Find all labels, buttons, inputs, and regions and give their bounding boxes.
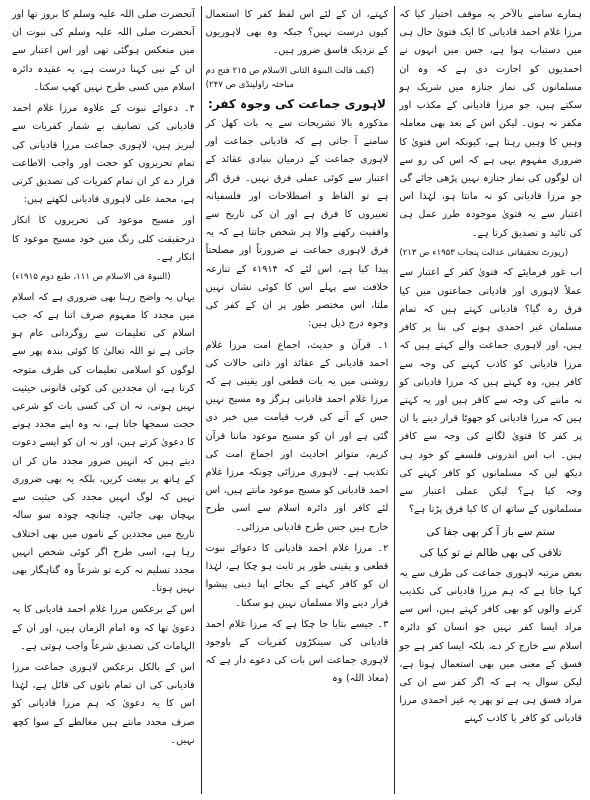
paragraph: کہتے، ان کے لئے اس لفظ کفر کا استعمال کیوں درست نہیں؟ جبکہ وہ بھی لاہوریوں کے نزدیک فاسق ضرور ہیں۔ [205, 9, 389, 57]
paragraph: اب غور فرمایئے کہ فتویٰ کفر کے اعتبار سے عملاً لاہوری اور قادیانی جماعتوں میں کیا فرق رہ گیا؟ قادیانی کہتے ہیں کہ تمام مسلمان غیر احمدی ہونے کی بنا پر کافر ہیں، اور لاہوری جماعت والے کہتے ہیں کہ مرزا قادیانی کو کاذب کہنے کی وجہ سے کافر ہیں، وہ کہتے ہیں کہ مرزا قادیانی کو نہ ماننے کی وجہ سے کافر ہیں اور یہ کہتے ہیں کہ مرزا قادیانی کو جھوٹا قرار دینے یا ان پر کفر کا فتویٰ لگانے کی وجہ سے کافر ہیں۔ اب اس اندرونی فلسفے کو خود ہی دیکھ لیں کہ مسلمانوں کو کافر کہنے کی وجہ کیا ہے؟ لیکن عملی اعتبار سے مسلمانوں کے ساتھ ان کا کیا فرق پڑتا ہے؟ [399, 267, 582, 516]
poetry-line: ستم سے باز آ کر بھی جفا کی [426, 525, 555, 538]
paragraph: ۳۔ جیسے بتایا جا چکا ہے کہ مرزا غلام احمد قادیانی کی سینکڑوں کفریات کے باوجود لاہوری جماعت اس بات کی دعوے دار ہے کہ (معاذ اللہ) وہ [205, 618, 389, 685]
section-heading: لاہوری جماعت کی وجوہ کفر: [208, 96, 386, 111]
citation: (النبوۃ فی الاسلام ص ۱۱۱، طبع دوم ۱۹۱۵ء) [11, 272, 171, 283]
paragraph: بعض مرتبہ لاہوری جماعت کی طرف سے یہ کہا جاتا ہے کہ ہم مرزا قادیانی کی تکذیب کرنے والوں کو بھی کافر کہتے ہیں، اس سے مراد ایسا کفر نہیں جو انسان کو دائرہ اسلام سے خارج کر دے، بلکہ ایسا کفر ہے جو فسق کے معنی میں بھی استعمال ہوتا ہے، لیکن سوال یہ ہے کہ اگر کفر سے ان کی مراد فسق ہی ہے تو پھر یہ غیر احمدی مرزا قادیانی کو کافر یا کاذب کہنے [399, 567, 582, 725]
paragraph: ۱۔ قرآن و حدیث، اجماع امت مرزا غلام احمد قادیانی کے عقائد اور ذاتی حالات کی روشنی میں یہ بات قطعی اور یقینی ہے کہ مرزا غلام احمد قادیانی ہرگز وہ مسیح نہیں جس کے آنے کی قرب قیامت میں خبر دی گئی ہے اور ان کو مسیح موعود ماننا قرآن کریم، متواتر احادیث اور اجماع امت کی تکذیب ہے۔ لاہوری مرزائی چونکہ مرزا غلام احمد قادیانی کو مسیح موعود مانتے ہیں، اس لئے کافر اور دائرہ اسلام سے اسی طرح خارج ہیں جس طرح قادیانی مرزائی۔ [205, 339, 389, 533]
column-left [8, 6, 195, 794]
paragraph: اور مسیح موعود کی تحریروں کا انکار درحقیقت کلی رنگ میں خود مسیح موعود کا انکار ہے۔ [11, 215, 195, 263]
column-middle [201, 6, 389, 794]
paragraph: اس کے بالکل برعکس لاہوری جماعت مرزا قادیانی کی ان تمام باتوں کی قائل ہے، لہٰذا اس کا یہ دعویٰ کہ ہم مرزا قادیانی کو صرف مجدد مانتے ہیں مغالطے کے سوا کچھ نہیں۔ [11, 662, 195, 746]
paragraph: آنحضرت صلی اللہ علیہ وسلم کا بروز تھا اور آنحضرت صلی اللہ علیہ وسلم کی نبوت ان میں منعکس ہوگئی تھی اور اس اعتبار سے ان کے نبی کہنا درست ہے، یہ عقیدہ دائرہ اسلام میں کسی طرح نہیں کھپ سکتا۔ [11, 9, 195, 93]
paragraph: ۴۔ دعوائے نبوت کے علاوہ مرزا غلام احمد قادیانی کی تصانیف بے شمار کفریات سے لبریز ہیں، لاہوری جماعت مرزا قادیانی کی تمام تحریروں کو حجت اور واجب الاطاعت قرار دے کر ان تمام کفریات کی تصدیق کرتی ہے، محمد علی لاہوری قادیانی لکھتے ہیں: [11, 103, 195, 206]
paragraph: ۲۔ مرزا غلام احمد قادیانی کا دعوائے نبوت قطعی و یقینی طور پر ثابت ہو چکا ہے، لہٰذا ان کو کافر کہنے کے بجائے اپنا دینی پیشوا قرار دینے والا مسلمان نہیں ہو سکتا۔ [205, 542, 389, 609]
column-right [394, 6, 582, 794]
citation: (کیف قالت البنوۃ الثانی الاسلام ص ۲۱۵ فتح دم مباحثہ راولپنڈی ص ۲۴۷) [205, 65, 375, 91]
poetry-line: تلافی کی بھی ظالم نے تو کیا کی [419, 546, 562, 559]
paragraph: یہاں یہ واضح رہنا بھی ضروری ہے کہ اسلام میں مجدد کا مفہوم صرف اتنا ہے کہ جب اسلام کی تعلیمات سے روگردانی عام ہو جاتی ہے تو اللہ تعالیٰ کا کوئی بندہ پھر سے لوگوں کو اسلامی تعلیمات کی طرف متوجہ کرتا ہے، ان مجددین کی کوئی قانونی حیثیت نہیں ہوتی، نہ ان کی کسی بات کو شرعی حجت سمجھا جاتا ہے، نہ وہ اپنے مجدد ہونے کا دعویٰ کرتے ہیں، اور نہ ان کو ایسے دعوت دیتے ہیں کہ انہیں ضرور مجدد مان کر ان کے ہاتھ پر بیعت کریں، بلکہ یہ بھی ضروری نہیں کہ لوگ انہیں مجدد کی حیثیت سے پہچان بھی جائیں، چنانچہ چودہ سو سالہ تاریخ میں مجددین کے ناموں میں بھی اختلاف رہا ہے، اسی طرح اگر کوئی شخص انہیں مجدد تسلیم نہ کرے تو شرعاً وہ گناہگار بھی نہیں ہوتا۔ [11, 291, 195, 595]
paragraph: اس کے برعکس مرزا غلام احمد قادیانی کا یہ دعویٰ تھا کہ وہ امام الزمان ہیں، اور ان کے الہامات کی تصدیق شرعاً واجب ہوتی ہے۔ [11, 604, 195, 652]
citation: (رپورٹ تحقیقاتی عدالت پنجاب ۱۹۵۳ء ص ۲۱۳) [399, 247, 569, 258]
paragraph: مذکورہ بالا تشریحات سے یہ بات کھل کر سامنے آ جاتی ہے کہ قادیانی جماعت اور لاہوری جماعت کے درمیان بنیادی عقائد کے اعتبار سے کوئی عملی فرق نہیں۔ فرق اگر ہے تو الفاظ و اصطلاحات اور فلسفیانہ تعبیروں کا فرق ہے اور ان کی تاریخ سے واقفیت رکھنے والا ہر شخص جانتا ہے کہ یہ فرق لاہوری جماعت نے ضرورتاً اور مصلحتاً پیدا کیا ہے، اس لئے کہ ۱۹۱۴ء کے تنازعہ خلافت سے پہلے اس کا کوئی نشان نہیں ملتا، اس مختصر طور پر ان کے کفر کی وجوہ درج ذیل ہیں: [205, 117, 389, 330]
paragraph: ہمارے سامنے بالآخر یہ موقف اختیار کیا کہ مرزا غلام احمد قادیانی کا ایک فتویٰ حال ہی میں دستیاب ہوا ہے، جس میں انہوں نے احمدیوں کو اجازت دی ہے کہ وہ ان مسلمانوں کی نماز جنازہ میں شریک ہو سکتے ہیں، جو مرزا قادیانی کے مکذب اور مکفر نہ ہوں۔ لیکن اس کے بعد بھی معاملہ وہیں کا وہیں رہتا ہے، کیونکہ اس فتویٰ کا ضروری مفہوم یہی ہے کہ اس کی رو سے ان لوگوں کی نماز جنازہ نہیں پڑھی جائے گی جو مرزا قادیانی کو نہ مانتا ہو، لہٰذا اس اعتبار سے یہ فتویٰ موجودہ طرز عمل ہی کی تائید و تصدیق کرتا ہے۔ [399, 9, 582, 239]
